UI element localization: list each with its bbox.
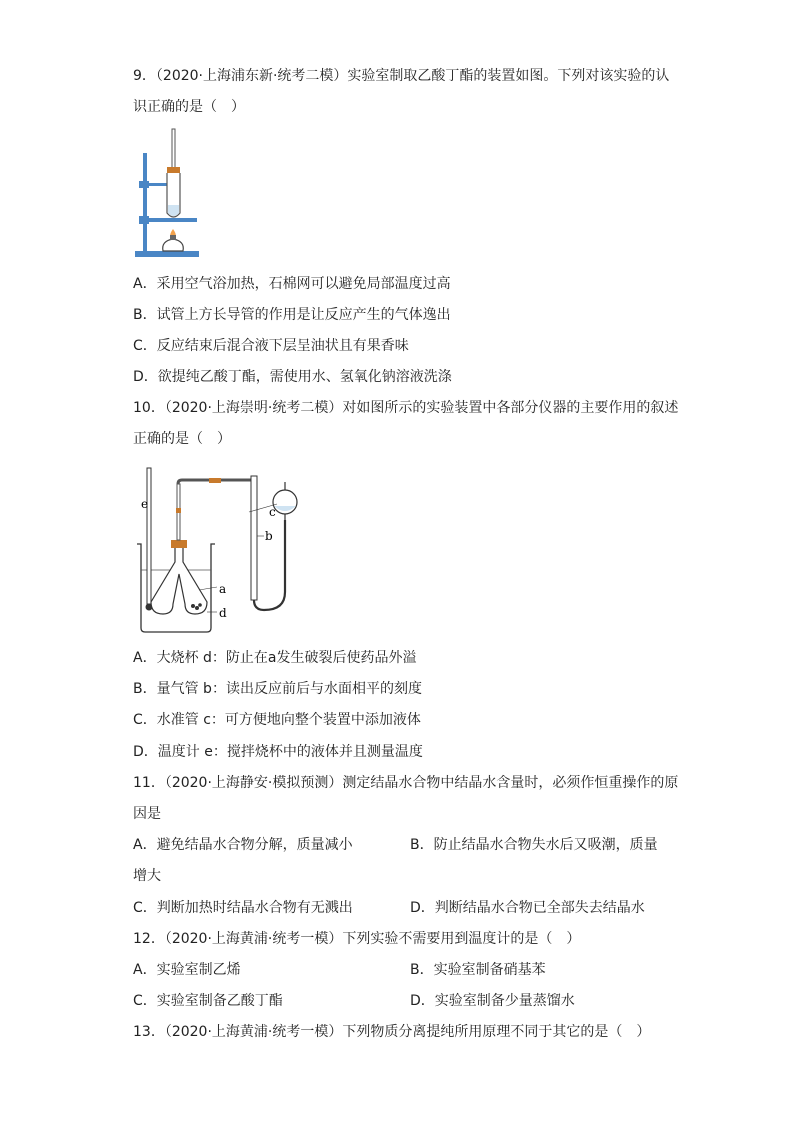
q12-option-b: B．实验室制备硝基苯 — [410, 962, 546, 978]
stopper — [167, 167, 180, 173]
alcohol-lamp — [163, 239, 184, 251]
q10-stem-line2: 正确的是（ ） — [133, 431, 231, 447]
q11-option-d: D．判断结晶水合物已全部失去结晶水 — [410, 900, 645, 916]
q12-option-c: C．实验室制备乙酸丁酯 — [133, 993, 283, 1009]
label-d: d — [219, 606, 227, 620]
q9-option-c: C．反应结束后混合液下层呈油状且有果香味 — [133, 338, 409, 354]
y-tube-stopper — [171, 540, 187, 548]
label-e: e — [141, 497, 149, 511]
q11-stem-line1: 11．（2020·上海静安·模拟预测）测定结晶水合物中结晶水含量时，必须作恒重操作的原 — [133, 775, 679, 791]
q10-option-c: C．水准管 c：可方便地向整个装置中添加液体 — [133, 712, 421, 728]
q10-option-b: B．量气管 b：读出反应前后与水面相平的刻度 — [133, 681, 422, 697]
label-b: b — [265, 529, 273, 543]
q9-apparatus-figure — [133, 127, 208, 261]
tube-liquid — [168, 205, 179, 216]
q9-option-a: A．采用空气浴加热，石棉网可以避免局部温度过高 — [133, 276, 451, 292]
q10-apparatus-figure — [133, 462, 333, 638]
q11-option-b: B．防止结晶水合物失水后又吸潮，质量 — [410, 837, 658, 853]
q10-stem-line1: 10．（2020·上海崇明·统考二模）对如图所示的实验装置中各部分仪器的主要作用的叙述 — [133, 400, 679, 416]
q13-stem-line1: 13．（2020·上海黄浦·统考一模）下列物质分离提纯所用原理不同于其它的是（ ） — [133, 1024, 651, 1040]
q11-option-a: A．避免结晶水合物分解，质量减小 — [133, 837, 353, 853]
q10-option-d: D．温度计 e：搅拌烧杯中的液体并且测量温度 — [133, 744, 423, 760]
q12-stem-line1: 12．（2020·上海黄浦·统考一模）下列实验不需要用到温度计的是（ ） — [133, 931, 581, 947]
q9-option-d: D．欲提纯乙酸丁酯，需使用水、氢氧化钠溶液洗涤 — [133, 369, 452, 385]
q9-stem-line2: 识正确的是（ ） — [133, 99, 245, 115]
gauze-platform — [145, 218, 197, 222]
gas-burette — [251, 476, 257, 600]
label-a: a — [219, 582, 227, 596]
q11-option-b-continued: 增大 — [133, 868, 161, 884]
q11-option-c: C．判断加热时结晶水合物有无溅出 — [133, 900, 353, 916]
q12-option-d: D．实验室制备少量蒸馏水 — [410, 993, 575, 1009]
q10-option-a: A．大烧杯 d：防止在a发生破裂后使药品外溢 — [133, 650, 417, 666]
q9-stem-line1: 9．（2020·上海浦东新·统考二模）实验室制取乙酸丁酯的装置如图。下列对该实验的认 — [133, 68, 670, 84]
q9-option-b: B．试管上方长导管的作用是让反应产生的气体逸出 — [133, 307, 451, 323]
q11-stem-line2: 因是 — [133, 806, 161, 822]
label-c: c — [269, 505, 276, 519]
q12-option-a: A．实验室制乙烯 — [133, 962, 241, 978]
stand-rod — [143, 153, 147, 253]
thermometer — [147, 468, 151, 604]
